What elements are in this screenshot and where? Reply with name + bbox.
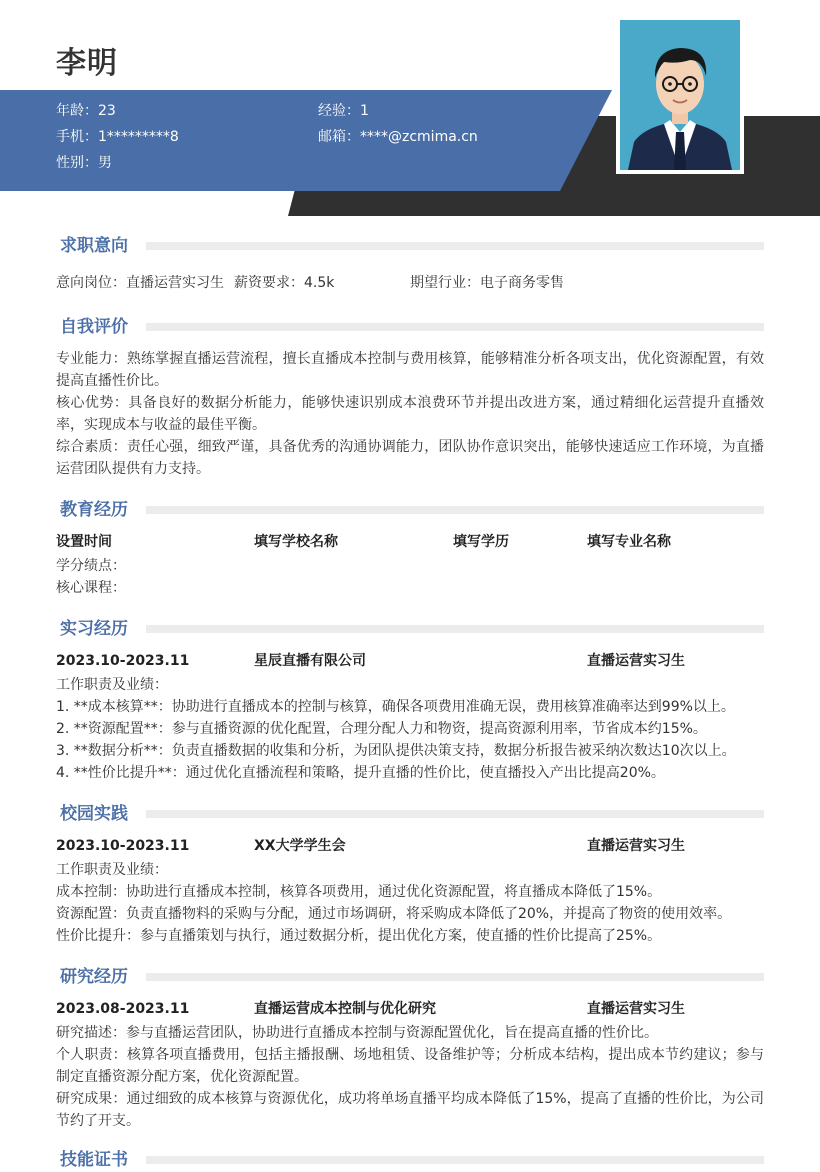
edu-time: 设置时间 <box>56 534 112 550</box>
campus-heading: 工作职责及业绩： <box>56 862 168 878</box>
section-divider <box>146 973 764 981</box>
research-role: 直播运营实习生 <box>587 1001 685 1017</box>
intent-industry: 期望行业：电子商务零售 <box>410 275 564 291</box>
section-divider <box>146 1156 764 1164</box>
section-title-internship: 实习经历 <box>60 619 128 639</box>
campus-time: 2023.10-2023.11 <box>56 838 190 854</box>
research-duty: 个人职责：核算各项直播费用，包括主播报酬、场地租赁、设备维护等；分析成本结构，提出成本节约建议；参与制定直播资源分配方案，优化资源配置。 <box>56 1047 764 1085</box>
research-result: 研究成果：通过细致的成本核算与资源优化，成功将单场直播平均成本降低了15%，提高了直播的性价比，为公司节约了开支。 <box>56 1091 764 1129</box>
section-title-education: 教育经历 <box>60 500 128 520</box>
resume-header <box>0 0 820 220</box>
research-description: 研究描述：参与直播运营团队，协助进行直播成本控制与资源配置优化，旨在提高直播的性价比。 <box>56 1025 658 1041</box>
section-divider <box>146 625 764 633</box>
section-divider <box>146 242 764 250</box>
edu-school: 填写学校名称 <box>254 534 338 550</box>
list-item: 性价比提升：参与直播策划与执行，通过数据分析，提出优化方案，使直播的性价比提高了25%。 <box>56 928 662 944</box>
list-item: 3. **数据分析**：负责直播数据的收集和分析，为团队提供决策支持，数据分析报告被采纳次数达10次以上。 <box>56 743 736 759</box>
list-item: 2. **资源配置**：参与直播资源的优化配置，合理分配人力和物资，提高资源利用率，节省成本约15%。 <box>56 721 707 737</box>
phone-field: 手机：1*********8 <box>56 129 179 145</box>
section-title-intent: 求职意向 <box>60 236 128 256</box>
list-item: 成本控制：协助进行直播成本控制，核算各项费用，通过优化资源配置，将直播成本降低了15%。 <box>56 884 662 900</box>
candidate-name: 李明 <box>56 46 118 81</box>
section-title-campus: 校园实践 <box>60 804 128 824</box>
profile-photo <box>616 16 744 174</box>
edu-courses: 核心课程： <box>56 580 126 596</box>
email-field: 邮箱：****@zcmima.cn <box>318 129 478 145</box>
intent-position: 意向岗位：直播运营实习生 <box>56 275 224 291</box>
intent-salary: 薪资要求：4.5k <box>234 275 335 291</box>
intern-heading: 工作职责及业绩： <box>56 677 168 693</box>
section-title-skills: 技能证书 <box>60 1150 128 1170</box>
self-eval-strengths: 核心优势：具备良好的数据分析能力，能够快速识别成本浪费环节并提出改进方案，通过精细化运营提升直播效率，实现成本与收益的最佳平衡。 <box>56 395 764 433</box>
avatar-portrait-icon <box>620 20 740 170</box>
research-project: 直播运营成本控制与优化研究 <box>254 1001 436 1017</box>
gender-field: 性别：男 <box>56 155 112 171</box>
intern-role: 直播运营实习生 <box>587 653 685 669</box>
intern-company: 星辰直播有限公司 <box>254 653 366 669</box>
campus-role: 直播运营实习生 <box>587 838 685 854</box>
section-title-research: 研究经历 <box>60 967 128 987</box>
experience-field: 经验：1 <box>318 103 369 119</box>
list-item: 4. **性价比提升**：通过优化直播流程和策略，提升直播的性价比，使直播投入产出比提高20%。 <box>56 765 665 781</box>
section-title-self: 自我评价 <box>60 317 128 337</box>
section-divider <box>146 506 764 514</box>
edu-gpa: 学分绩点： <box>56 558 126 574</box>
intern-time: 2023.10-2023.11 <box>56 653 190 669</box>
list-item: 资源配置：负责直播物料的采购与分配，通过市场调研，将采购成本降低了20%，并提高了物资的使用效率。 <box>56 906 732 922</box>
age-field: 年龄：23 <box>56 103 116 119</box>
list-item: 1. **成本核算**：协助进行直播成本的控制与核算，确保各项费用准确无误，费用核算准确率达到99%以上。 <box>56 699 735 715</box>
self-eval-professional: 专业能力：熟练掌握直播运营流程，擅长直播成本控制与费用核算，能够精准分析各项支出，优化资源配置，有效提高直播性价比。 <box>56 351 764 389</box>
edu-major: 填写专业名称 <box>587 534 671 550</box>
research-time: 2023.08-2023.11 <box>56 1001 190 1017</box>
campus-org: XX大学学生会 <box>254 838 346 854</box>
edu-degree: 填写学历 <box>453 534 509 550</box>
section-divider <box>146 810 764 818</box>
self-eval-qualities: 综合素质：责任心强，细致严谨，具备优秀的沟通协调能力，团队协作意识突出，能够快速适应工作环境，为直播运营团队提供有力支持。 <box>56 439 764 477</box>
section-divider <box>146 323 764 331</box>
